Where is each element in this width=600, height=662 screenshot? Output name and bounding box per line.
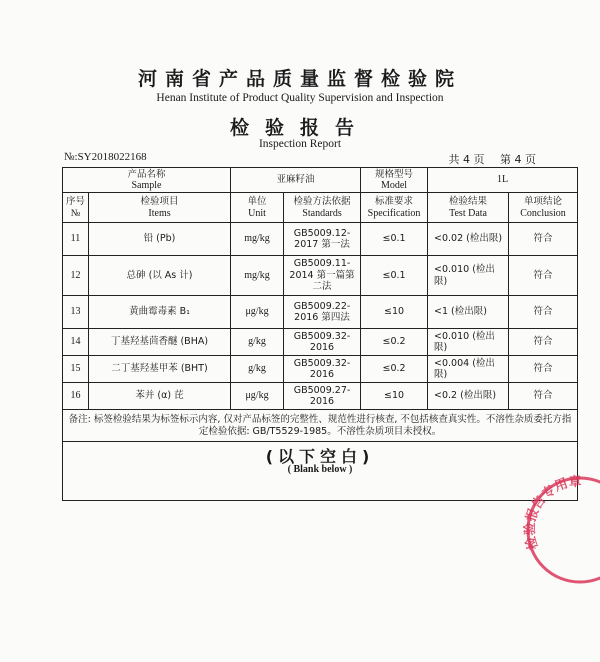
col-unit bbox=[231, 193, 284, 223]
row-spec: ≤0.1 bbox=[361, 256, 428, 296]
row-no: 16 bbox=[63, 383, 89, 410]
note-row bbox=[63, 410, 578, 442]
col-spec-cn: 标准要求 bbox=[375, 196, 414, 207]
row-no: 14 bbox=[63, 329, 89, 356]
table-row bbox=[63, 356, 578, 383]
row-spec: ≤0.2 bbox=[361, 356, 428, 383]
blank-below-en: ( Blank below ) bbox=[287, 464, 353, 475]
row-unit: g/kg bbox=[231, 329, 284, 356]
row-unit: g/kg bbox=[231, 356, 284, 383]
row-standard: GB5009.32-2016 bbox=[284, 356, 361, 383]
col-unit-en: Unit bbox=[248, 207, 266, 219]
row-result: <0.02 (检出限) bbox=[428, 223, 509, 256]
row-unit: mg/kg bbox=[231, 256, 284, 296]
col-result-en: Test Data bbox=[449, 207, 487, 219]
col-conclusion-cn: 单项结论 bbox=[524, 196, 563, 207]
institute-title-en: Henan Institute of Product Quality Supervision and Inspection bbox=[156, 92, 444, 104]
row-item: 总砷 (以 As 计) bbox=[89, 256, 231, 296]
col-standards bbox=[284, 193, 361, 223]
row-no: 15 bbox=[63, 356, 89, 383]
sample-label-cell bbox=[63, 168, 231, 193]
row-standard: GB5009.22-2016 第四法 bbox=[284, 296, 361, 329]
row-standard: GB5009.12-2017 第一法 bbox=[284, 223, 361, 256]
report-title-en: Inspection Report bbox=[258, 138, 342, 150]
row-unit: μg/kg bbox=[231, 383, 284, 410]
table-row bbox=[63, 296, 578, 329]
sample-value: 亚麻籽油 bbox=[231, 168, 361, 193]
col-conclusion bbox=[509, 193, 578, 223]
row-result: <0.004 (检出限) bbox=[428, 356, 509, 383]
row-standard: GB5009.27-2016 bbox=[284, 383, 361, 410]
page-number: 第 4 页 bbox=[500, 153, 536, 166]
total-pages: 共 4 页 bbox=[448, 153, 485, 166]
col-spec-en: Specification bbox=[367, 207, 421, 219]
col-spec bbox=[361, 193, 428, 223]
model-label-cn: 规格型号 bbox=[375, 168, 414, 180]
row-conclusion: 符合 bbox=[509, 356, 578, 383]
col-unit-cn: 单位 bbox=[247, 196, 267, 207]
row-result: <0.010 (检出限) bbox=[428, 329, 509, 356]
column-header-row bbox=[63, 193, 578, 223]
sample-label-cn: 产品名称 bbox=[127, 168, 166, 180]
row-unit: mg/kg bbox=[231, 223, 284, 256]
row-spec: ≤0.2 bbox=[361, 329, 428, 356]
official-seal bbox=[520, 470, 600, 590]
blank-below-cn: (以下空白) bbox=[265, 446, 375, 466]
row-no: 13 bbox=[63, 296, 89, 329]
row-no: 12 bbox=[63, 256, 89, 296]
institute-title-cn: 河南省产品质量监督检验院 bbox=[137, 68, 462, 90]
row-result: <0.2 (检出限) bbox=[428, 383, 509, 410]
table-row bbox=[63, 223, 578, 256]
col-no-cn: 序号 bbox=[65, 196, 85, 207]
row-result: <0.010 (检出限) bbox=[428, 256, 509, 296]
model-label-en: Model bbox=[380, 180, 408, 191]
sample-label-en: Sample bbox=[131, 180, 162, 191]
sample-row bbox=[63, 168, 578, 193]
row-item: 苯并 (α) 芘 bbox=[89, 383, 231, 410]
row-conclusion: 符合 bbox=[509, 383, 578, 410]
row-conclusion: 符合 bbox=[509, 223, 578, 256]
col-result-cn: 检验结果 bbox=[449, 196, 488, 207]
row-spec: ≤0.1 bbox=[361, 223, 428, 256]
table-row bbox=[63, 329, 578, 356]
report-title-cn: 检验报告 bbox=[229, 117, 370, 139]
col-item-cn: 检验项目 bbox=[140, 196, 179, 207]
row-no: 11 bbox=[63, 223, 89, 256]
col-conclusion-en: Conclusion bbox=[520, 207, 566, 219]
model-label-cell bbox=[361, 168, 428, 193]
table-row bbox=[63, 383, 578, 410]
remarks: 备注: 标签检验结果为标签标示内容, 仅对产品标签的完整性、规范性进行核查, 不包括核查真实性。不溶性杂质委托方指定检验依据: GB/T5529-1985。不溶性杂质项目未授权。 bbox=[63, 410, 578, 442]
row-standard: GB5009.32-2016 bbox=[284, 329, 361, 356]
row-item: 铅 (Pb) bbox=[89, 223, 231, 256]
table-row bbox=[63, 256, 578, 296]
row-conclusion: 符合 bbox=[509, 296, 578, 329]
blank-row bbox=[63, 442, 578, 501]
model-value: 1L bbox=[428, 168, 578, 193]
row-spec: ≤10 bbox=[361, 383, 428, 410]
row-spec: ≤10 bbox=[361, 296, 428, 329]
row-item: 丁基羟基茴香醚 (BHA) bbox=[89, 329, 231, 356]
col-no-en: № bbox=[70, 207, 81, 219]
seal-ring bbox=[528, 478, 600, 582]
col-standards-en: Standards bbox=[302, 207, 342, 219]
seal-text: 检验报告专用章 bbox=[523, 474, 583, 552]
row-item: 黄曲霉毒素 B₁ bbox=[89, 296, 231, 329]
page-info bbox=[437, 151, 537, 167]
col-result bbox=[428, 193, 509, 223]
row-standard: GB5009.11-2014 第一篇第二法 bbox=[284, 256, 361, 296]
col-item bbox=[89, 193, 231, 223]
report-number: №:SY2018022168 bbox=[64, 151, 147, 163]
row-conclusion: 符合 bbox=[509, 256, 578, 296]
results-table bbox=[62, 167, 578, 501]
row-unit: μg/kg bbox=[231, 296, 284, 329]
row-item: 二丁基羟基甲苯 (BHT) bbox=[89, 356, 231, 383]
row-conclusion: 符合 bbox=[509, 329, 578, 356]
col-standards-cn: 检验方法依据 bbox=[293, 196, 351, 207]
blank-below-cell bbox=[63, 442, 578, 501]
col-no bbox=[63, 193, 89, 223]
col-item-en: Items bbox=[148, 207, 171, 219]
row-result: <1 (检出限) bbox=[428, 296, 509, 329]
